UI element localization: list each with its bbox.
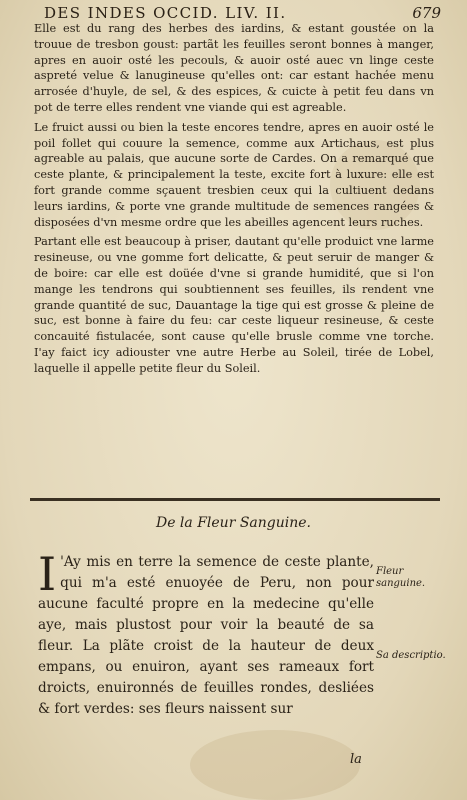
running-head: DES INDES OCCID. LIV. II.	[44, 4, 287, 22]
margin-note: Sa descriptio.	[376, 650, 446, 661]
upper-text-block	[34, 21, 434, 381]
paragraph: Le fruict aussi ou bien la teste encores tendre, apres en auoir osté le poil follet qui couure la semence, comme aux Artichaus, est plus agreable au palais, que aucune sorte de Cardes. On a remarqué que ceste plante, & principalement la teste, excite fort à luxure: elle est fort grande comme sçauent tresbien ceux qui la cultiuent dedans leurs iardins, & porte vne grande multitude de semences rangées & disposées d'vn mesme ordre que les abeilles agencent leurs ruches.	[34, 120, 434, 229]
section-title: De la Fleur Sanguine.	[155, 515, 312, 531]
page-number: 679	[412, 4, 441, 22]
paragraph: Partant elle est beaucoup à priser, dautant qu'elle produict vne larme resineuse, ou vne gomme fort delicatte, & peut seruir de manger & de boire: car elle est doüée d'vne si grande humidité, que si l'on mange les tendrons qui soubtiennent ses feuilles, ils rendent vne grande quantité de suc, Dauantage la tige qui est grosse & pleine de suc, est bonne à faire du feu: car ceste liqueur resineuse, & ceste concauité fistulacée, sont cause qu'elle brusle comme vne torche. I'ay faict icy adiouster vne autre Herbe au Soleil, tirée de Lobel, laquelle il appelle petite fleur du Soleil.	[34, 235, 434, 375]
paragraph: Elle est du rang des herbes des iardins, & estant goustée on la trouue de tresbon goust: partãt les feuilles seront bonnes à manger, apres en auoir osté les pecouls, & auoir osté auec vn linge ceste aspreté velue & lanugineuse qu'elles ont: car estant hachée menu arrosée d'huyle, de sel, & des espices, & cuicte à petit feu dans vn pot de terre elles rendent vne viande qui est agreable.	[34, 22, 434, 114]
section-divider	[30, 498, 440, 501]
catchword: la	[350, 752, 362, 767]
margin-note: Fleur sanguine.	[376, 566, 426, 589]
paragraph	[38, 547, 374, 720]
drop-capital: I	[38, 547, 57, 601]
paragraph-body: 'Ay mis en terre la semence de ceste plante, qui m'a esté enuoyée de Peru, non pour aucune faculté propre en la medecine qu'elle aye, mais plustost pour voir la beauté de sa fleur. La plãte croist de la hauteur de deux empans, ou enuiron, ayant ses rameaux fort droicts, enuironnés de feuilles rondes, desliées & fort verdes: ses fleurs naissent sur	[38, 554, 374, 717]
lower-text-block	[38, 547, 374, 720]
paper-stain	[190, 730, 360, 800]
